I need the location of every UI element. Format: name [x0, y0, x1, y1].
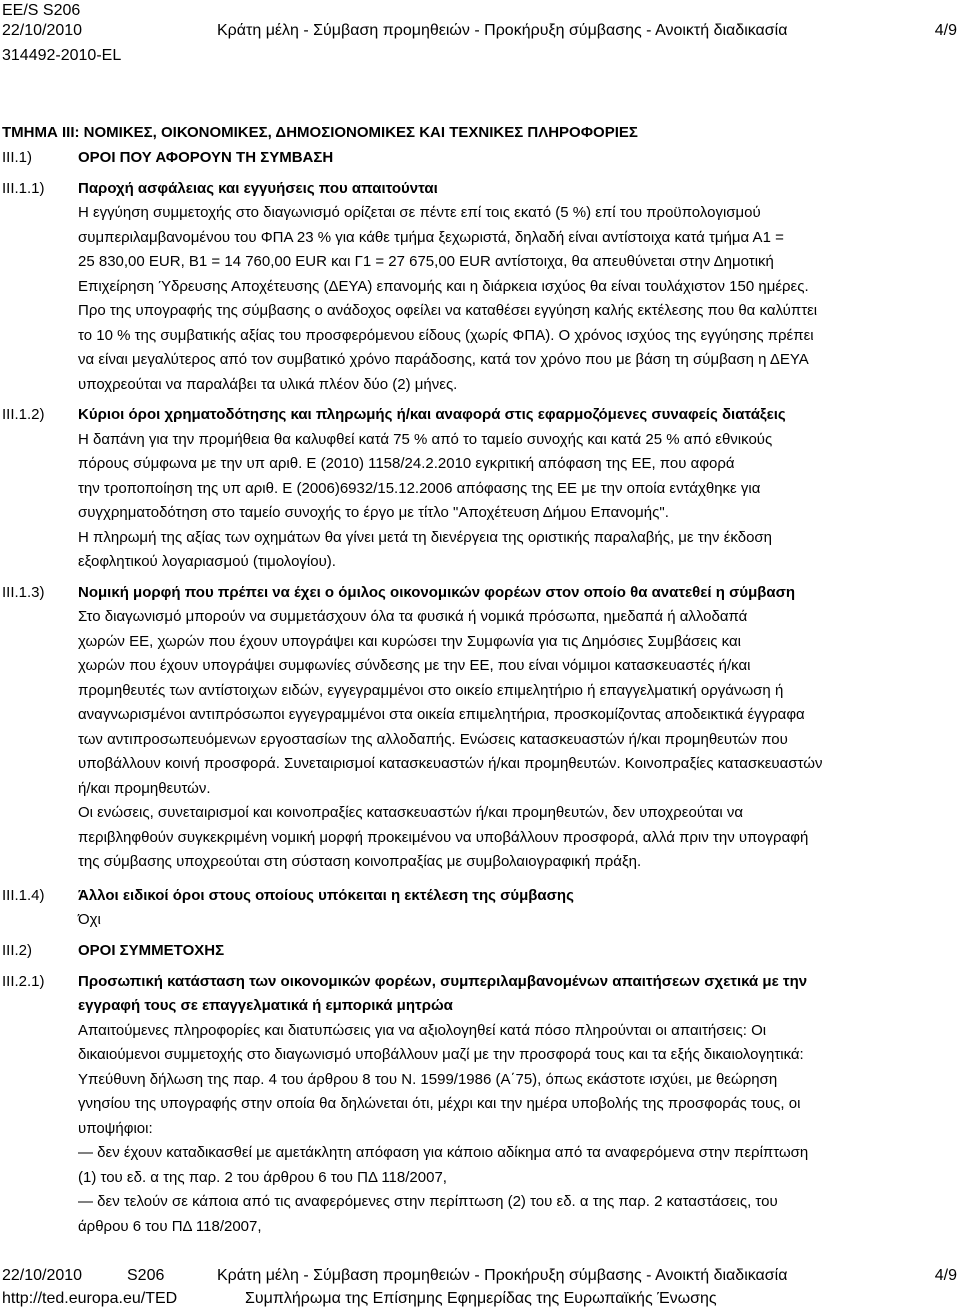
text-line: χωρών ΕΕ, χωρών που έχουν υπογράψει και κυρώσει την Συμφωνία για τις Δημόσιες Συμβάσεις και [78, 633, 741, 650]
text-line: υποχρεούται να παραλάβει τα υλικά πλέον δύο (2) μήνες. [78, 376, 458, 393]
footer-supplement: Συμπλήρωμα της Επίσημης Εφημερίδας της Ευρωπαϊκής Ένωσης [245, 1290, 717, 1307]
header-date: 22/10/2010 [2, 22, 83, 39]
text-line: υποβάλλουν κοινή προσφορά. Συνεταιρισμοί κατασκευαστών ή/και προμηθευτών. Κοινοπραξίες κατασκευαστών [78, 755, 823, 772]
footer-page-number: 4/9 [934, 1267, 957, 1284]
text-line: εξοφλητικού λογαριασμού (τιμολογίου). [78, 553, 336, 570]
section-number-iii-1-1: III.1.1) [2, 180, 45, 197]
section-number-iii-1-3: III.1.3) [2, 584, 45, 601]
section-number-iii-2-1: III.2.1) [2, 973, 45, 990]
text-line: γνησίου της υπογραφής στην οποία θα δηλώνεται ότι, μέχρι και την ημέρα υποβολής της προσφοράς τους, οι [78, 1095, 801, 1112]
text-line: αναγνωρισμένοι αντιπρόσωποι εγγεγραμμένοι στα οικεία επιμελητήρια, προσκομίζοντας αποδεικτικά έγγραφα [78, 706, 805, 723]
text-line: της σύμβασης υποχρεούται στη σύσταση κοινοπραξίας με συμβολαιογραφική πράξη. [78, 853, 642, 870]
footer-date: 22/10/2010 [2, 1267, 83, 1284]
heading-iii-2: ΟΡΟΙ ΣΥΜΜΕΤΟΧΗΣ [78, 942, 225, 959]
section-number-iii-2: III.2) [2, 942, 33, 959]
text-line: Η δαπάνη για την προμήθεια θα καλυφθεί κατά 75 % από το ταμείο συνοχής και κατά 25 % από εθνικούς [78, 431, 773, 448]
text-line: Απαιτούμενες πληροφορίες και διατυπώσεις για να αξιολογηθεί κατά πόσο πληρούνται οι απαιτήσεις: Οι [78, 1022, 767, 1039]
text-line: — δεν τελούν σε κάποια από τις αναφερόμενες στην περίπτωση (2) του εδ. α της παρ. 2 καταστάσεις, του [78, 1193, 778, 1210]
header-doc-code: EE/S S206 [2, 2, 81, 19]
heading-iii-1-4: Άλλοι ειδικοί όροι στους οποίους υπόκειται η εκτέλεση της σύμβασης [78, 887, 574, 904]
text-line: Προ της υπογραφής της σύμβασης ο ανάδοχος οφείλει να καταθέσει εγγύηση καλής εκτέλεσης που θα καλύπτει [78, 302, 818, 319]
text-line: Επιχείρηση Ύδρευσης Αποχέτευσης (ΔΕΥΑ) επανομής και η διάρκεια ισχύος θα είναι τουλάχιστον 150 ημέρες. [78, 278, 809, 295]
text-line: των αντιπροσωπευόμενων εργοστασίων της αλλοδαπής. Ενώσεις κατασκευαστών ή/και προμηθευτών που [78, 731, 788, 748]
section-number-iii-1-4: III.1.4) [2, 887, 45, 904]
heading-iii-1: ΟΡΟΙ ΠΟΥ ΑΦΟΡΟΥΝ ΤΗ ΣΥΜΒΑΣΗ [78, 149, 334, 166]
text-line: Η εγγύηση συμμετοχής στο διαγωνισμό ορίζεται σε πέντε επί τοις εκατό (5 %) επί του προϋπολογισμού [78, 204, 761, 221]
footer-title: Κράτη μέλη - Σύμβαση προμηθειών - Προκήρυξη σύμβασης - Ανοικτή διαδικασία [217, 1267, 788, 1284]
section-number-iii-1-2: III.1.2) [2, 406, 45, 423]
text-line: άρθρου 6 του ΠΔ 118/2007, [78, 1218, 262, 1235]
text-line: (1) του εδ. α της παρ. 2 του άρθρου 6 του ΠΔ 118/2007, [78, 1169, 447, 1186]
text-line: πόρους σύμφωνα με την υπ αριθ. Ε (2010) 1158/24.2.2010 εγκριτική απόφαση της ΕΕ, που αφορά [78, 455, 735, 472]
heading-iii-2-1: Προσωπική κατάσταση των οικονομικών φορέων, συμπεριλαμβανομένων απαιτήσεων σχετικά με την [78, 973, 808, 990]
heading-iii-1-1: Παροχή ασφάλειας και εγγυήσεις που απαιτούνται [78, 180, 438, 197]
text-line: 25 830,00 EUR, Β1 = 14 760,00 EUR και Γ1 = 27 675,00 EUR αντίστοιχα, θα απευθύνεται στην Δημοτική [78, 253, 774, 270]
text-line: υποψήφιοι: [78, 1120, 153, 1137]
section-number-iii-1: III.1) [2, 149, 33, 166]
text-line: δικαιούμενοι συμμετοχής στο διαγωνισμό υποβάλλουν μαζί με την προσφορά τους και τα εξής δικαιολογητικά: [78, 1046, 804, 1063]
footer-code: S206 [127, 1267, 165, 1284]
text-line: περιβληφθούν συγκεκριμένη νομική μορφή προκειμένου να υποβάλλουν προσφορά, αλλά πριν την υπογραφή [78, 829, 809, 846]
text-line: Στο διαγωνισμό μπορούν να συμμετάσχουν όλα τα φυσικά ή νομικά πρόσωπα, ημεδαπά ή αλλοδαπά [78, 608, 748, 625]
header-page-number: 4/9 [934, 22, 957, 39]
section-title: ΤΜΗΜΑ III: ΝΟΜΙΚΕΣ, ΟΙΚΟΝΟΜΙΚΕΣ, ΔΗΜΟΣΙΟΝΟΜΙΚΕΣ ΚΑΙ ΤΕΧΝΙΚΕΣ ΠΛΗΡΟΦΟΡΙΕΣ [2, 124, 638, 141]
text-line: να είναι μεγαλύτερος από τον συμβατικό χρόνο παράδοσης, κατά τον χρόνο που με βάση τη σύμβαση η ΔΕΥΑ [78, 351, 809, 368]
text-line: συμπεριλαμβανομένου του ΦΠΑ 23 % για κάθε τμήμα ξεχωριστά, δηλαδή είναι αντίστοιχα κατά τμήμα Α1 = [78, 229, 784, 246]
heading-iii-2-1-cont: εγγραφή τους σε επαγγελματικά ή εμπορικά μητρώα [78, 997, 453, 1014]
heading-iii-1-2: Κύριοι όροι χρηματοδότησης και πληρωμής ή/και αναφορά στις εφαρμοζόμενες συναφείς διατάξεις [78, 406, 786, 423]
text-line: — δεν έχουν καταδικασθεί με αμετάκλητη απόφαση για κάποιο αδίκημα από τα αναφερόμενα στην περίπτωση [78, 1144, 809, 1161]
header-title: Κράτη μέλη - Σύμβαση προμηθειών - Προκήρυξη σύμβασης - Ανοικτή διαδικασία [217, 22, 788, 39]
heading-iii-1-3: Νομική μορφή που πρέπει να έχει ο όμιλος οικονομικών φορέων στον οποίο θα ανατεθεί η σύμβαση [78, 584, 796, 601]
text-line: την τροποποίηση της υπ αριθ. Ε (2006)6932/15.12.2006 απόφασης της ΕΕ με την οποία εντάχθηκε για [78, 480, 761, 497]
text-line: συγχρηματοδότηση στο ταμείο συνοχής το έργο με τίτλο "Αποχέτευση Δήμου Επανομής". [78, 504, 669, 521]
text-line: Υπεύθυνη δήλωση της παρ. 4 του άρθρου 8 του Ν. 1599/1986 (Α΄75), όπως εκάστοτε ισχύει, με θεώρηση [78, 1071, 778, 1088]
text-line: προμηθευτές των αντίστοιχων ειδών, εγγεγραμμένοι στο οικείο επιμελητήριο ή επαγγελματική οργάνωση ή [78, 682, 784, 699]
header-reference: 314492-2010-EL [2, 47, 122, 64]
text-line: το 10 % της συμβατικής αξίας του προσφερόμενου είδους (χωρίς ΦΠΑ). Ο χρόνος ισχύος της εγγύησης πρέπει [78, 327, 814, 344]
text-line: Όχι [78, 911, 101, 928]
text-line: Οι ενώσεις, συνεταιρισμοί και κοινοπραξίες κατασκευαστών ή/και προμηθευτών, δεν υποχρεούται να [78, 804, 744, 821]
text-line: χωρών που έχουν υπογράψει συμφωνίες σύνδεσης με την ΕΕ, που είναι νόμιμοι κατασκευαστές ή/και [78, 657, 751, 674]
text-line: ή/και προμηθευτών. [78, 780, 211, 797]
footer-url-link[interactable]: http://ted.europa.eu/TED [2, 1290, 178, 1307]
text-line: Η πληρωμή της αξίας των οχημάτων θα γίνει μετά τη διενέργεια της οριστικής παραλαβής, με την έκδοση [78, 529, 773, 546]
